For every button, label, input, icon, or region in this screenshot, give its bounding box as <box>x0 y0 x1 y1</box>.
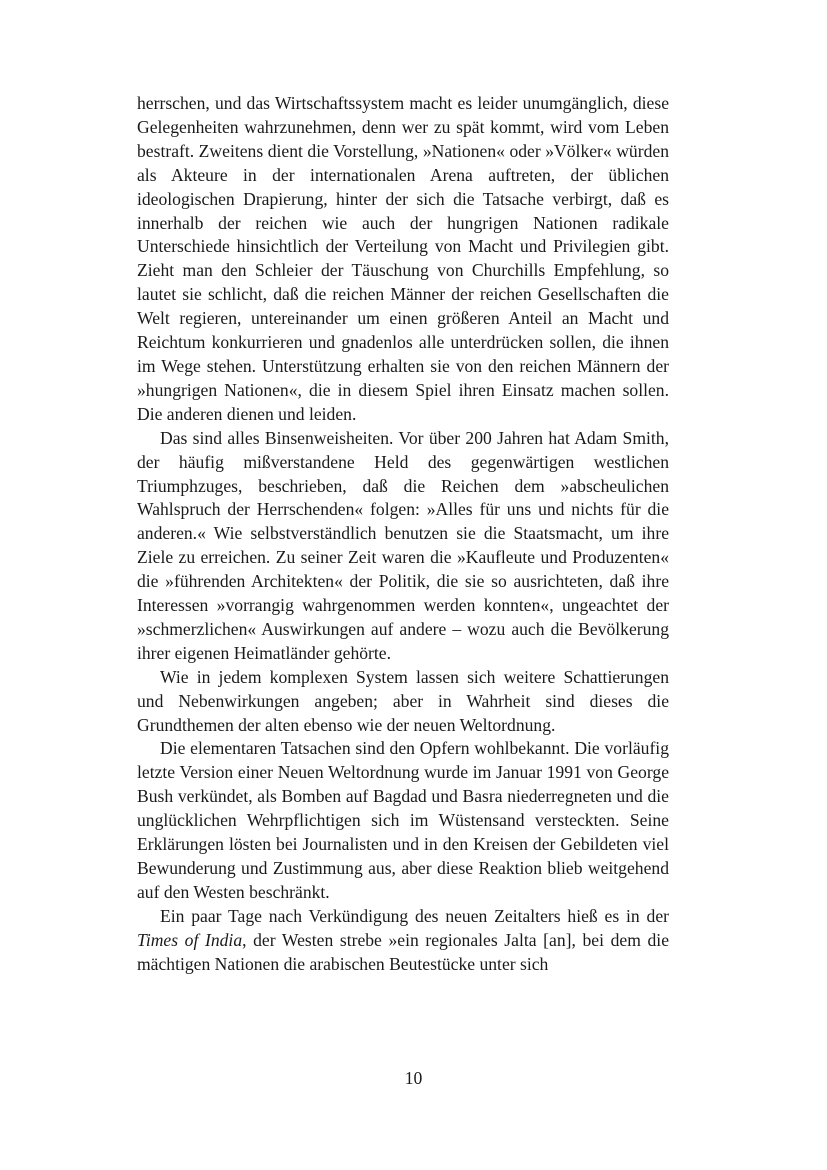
paragraph <box>137 666 669 738</box>
page-number: 10 <box>404 1068 423 1088</box>
paragraph <box>137 92 669 427</box>
page-body <box>137 92 669 977</box>
text-segment: Ein paar Tage nach Verkündigung des neuen Zeitalters hieß es in der <box>160 905 669 926</box>
italic-text-segment: Times of India <box>137 929 243 950</box>
paragraph <box>137 905 669 977</box>
paragraph <box>137 737 669 904</box>
text-segment: herrschen, und das Wirtschaftssystem macht es leider unumgänglich, diese Gelegenheiten wahrzunehmen, denn wer zu spät kommt, wird vom Leben bestraft. Zweitens dient die Vorstellung, »Nationen« oder »Völker« würden als Akteure in der internationalen Arena auftreten, der üblichen ideologischen Drapierung, hinter der sich die Tatsache verbirgt, daß es innerhalb der reichen wie auch der hungrigen Nationen radikale Unterschiede hinsichtlich der Verteilung von Macht und Privilegien gibt. Zieht man den Schleier der Täuschung von Churchills Empfehlung, so lautet sie schlicht, daß die reichen Männer der reichen Gesellschaften die Welt regieren, untereinander um einen größeren Anteil an Macht und Reichtum konkurrieren und gnadenlos alle unterdrücken sollen, die ihnen im Wege stehen. Unterstützung erhalten sie von den reichen Männern der »hungrigen Nationen«, die in diesem Spiel ihren Einsatz machen sollen. Die anderen dienen und leiden. <box>137 93 669 424</box>
text-segment: Wie in jedem komplexen System lassen sich weitere Schattierungen und Nebenwirkungen angeben; aber in Wahrheit sind dieses die Grundthemen der alten ebenso wie der neuen Weltordnung. <box>137 666 669 735</box>
text-segment: , der Westen strebe »ein regionales Jalta [an], bei dem die mächtigen Nationen die arabischen Beutestücke unter sich <box>137 929 670 974</box>
text-segment: Die elementaren Tatsachen sind den Opfern wohlbekannt. Die vorläufig letzte Version einer Neuen Weltordnung wurde im Januar 1991 von George Bush verkündet, als Bomben auf Bagdad und Basra niederregneten und die unglücklichen Wehrpflichtigen sich im Wüstensand versteckten. Seine Erklärungen lösten bei Journalisten und in den Kreisen der Gebildeten viel Bewunderung und Zustimmung aus, aber diese Reaktion blieb weitgehend auf den Westen beschränkt. <box>137 738 669 902</box>
text-segment: Das sind alles Binsenweisheiten. Vor über 200 Jahren hat Adam Smith, der häufig mißverstandene Held des gegenwärtigen westlichen Triumphzuges, beschrieben, daß die Reichen dem »abscheulichen Wahlspruch der Herrschenden« folgen: »Alles für uns und nichts für die anderen.« Wie selbstverständlich benutzen sie die Staatsmacht, um ihre Ziele zu erreichen. Zu seiner Zeit waren die »Kaufleute und Produzenten« die »führenden Architekten« der Politik, die sie so ausrichteten, daß ihre Interessen »vorrangig wahrgenommen werden konnten«, ungeachtet der »schmerzlichen« Auswirkungen auf andere – wozu auch die Bevölkerung ihrer eigenen Heimatländer gehörte. <box>137 427 669 663</box>
paragraph <box>137 427 669 666</box>
